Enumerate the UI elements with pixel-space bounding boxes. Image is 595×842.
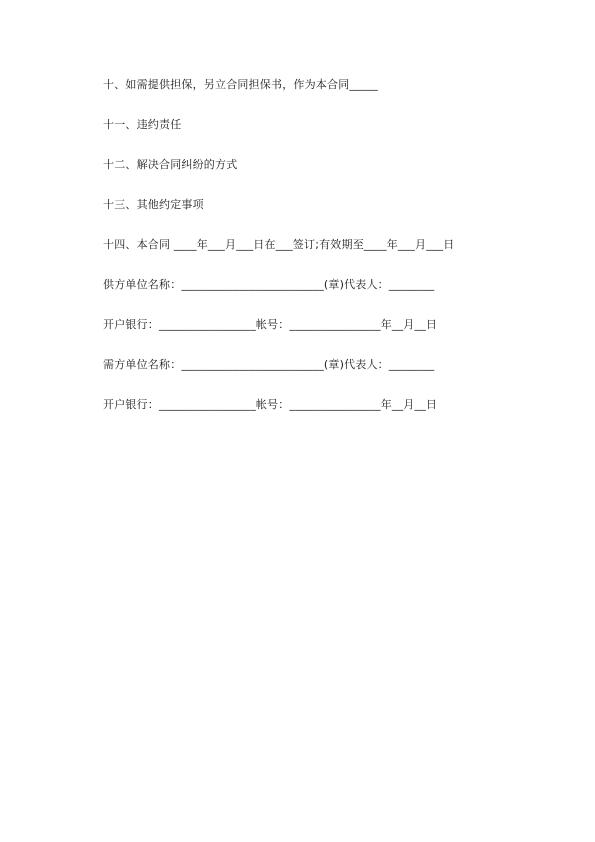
buyer-unit-name-line: 需方单位名称：_________________________(章)代表人：________ — [103, 358, 435, 371]
clause-12-dispute-resolution: 十二、解决合同纠纷的方式 — [103, 158, 238, 171]
clause-14-signing-validity: 十四、本合同 ____年___月___日在___签订;有效期至____年___月___日 — [103, 238, 455, 251]
buyer-bank-line: 开户银行：_________________帐号：________________年__月__日 — [103, 398, 438, 411]
clause-10-guarantee: 十、如需提供担保，另立合同担保书，作为本合同_____ — [103, 78, 378, 91]
supplier-bank-line: 开户银行：_________________帐号：________________年__月__日 — [103, 318, 438, 331]
clause-11-liability: 十一、违约责任 — [103, 118, 182, 131]
clause-13-other-matters: 十三、其他约定事项 — [103, 198, 204, 211]
supplier-unit-name-line: 供方单位名称：_________________________(章)代表人：________ — [103, 278, 435, 291]
